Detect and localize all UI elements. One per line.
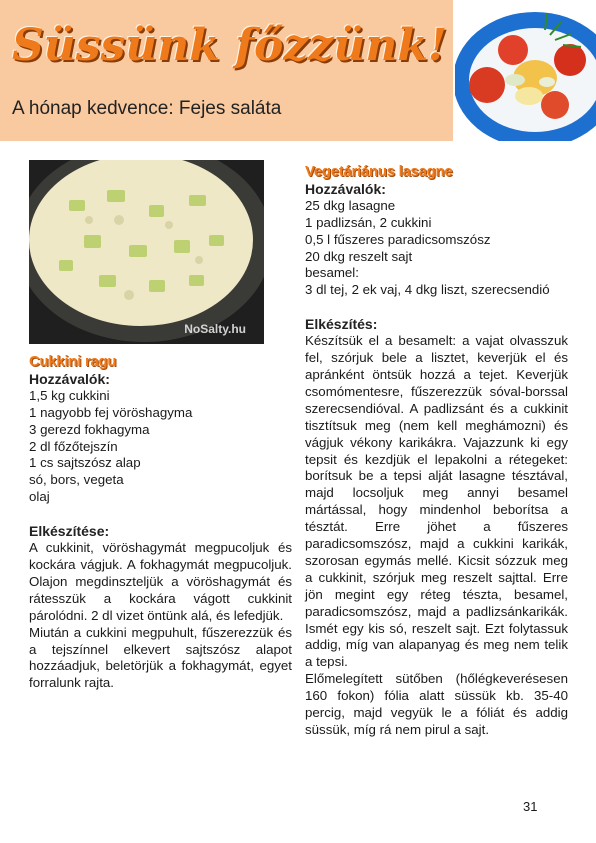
recipe-title-vegetarian-lasagne: Vegetáriánus lasagne [305, 163, 453, 180]
method-label: Elkészítés: [305, 316, 378, 333]
method-paragraph: Készítsük el a besamelt: a vajat olvasszuk fel, szórjuk bele a lisztet, keverjük el és apránként öntsük hozzá a tejet. Keverjük csomómentesre, fűszerezzük sóval-borssal szerecsendióval. A padlizsánt és a cukkinit tisztítsuk meg (nem kell meghámozni) és vágjuk vékony karikákra. Vajazzunk ki egy tepsit és kezdjük el lepakolni a rétegeket: borítsuk be a tepsi alját lasagne tésztával, majd locsoljuk meg annyi besamel mártással, hogy mindenhol beborítsa a tésztát. Erre jöhet a fűszeres paradicsomszósz, majd a cukkini karikák, szorosan egymás mellé. Kicsit sózzuk meg a cukkinit, szórjuk meg reszelt sajttal. Erre jön megint egy réteg tészta, besamel, paradicsomszósz, majd a padlizsánkarikák. Ismét egy kis só, reszelt sajt. Ezt folytassuk addig, míg van alapanyag és meg nem telik a tepsi. [305, 333, 568, 670]
method-label: Elkészítése: [29, 523, 110, 540]
page-number: 31 [523, 799, 538, 814]
ingredient-item: só, bors, vegeta [29, 472, 124, 488]
magazine-title: Süssünk főzzünk! [12, 20, 448, 71]
ingredient-item: besamel: [305, 265, 359, 281]
left-column [29, 354, 292, 692]
month-favorite-subtitle: A hónap kedvence: Fejes saláta [12, 98, 282, 119]
ingredient-item: 1 nagyobb fej vöröshagyma [29, 404, 193, 420]
method-paragraph: Miután a cukkini megpuhult, fűszerezzük és a tejszínnel elkevert sajtszósz alapot hozzáadjuk, beletörjük a fokhagymát, egyet forralunk rajta. [29, 624, 292, 691]
nosalty-watermark: NoSalty.hu [184, 322, 246, 336]
right-column [305, 164, 568, 739]
ingredients-label: Hozzávalók: [29, 370, 110, 387]
ingredient-item: olaj [29, 489, 50, 505]
method-paragraph: A cukkinit, vöröshagymát megpucoljuk és kockára vágjuk. A fokhagymát megpucoljuk. Olajon megdinszteljük a vöröshagymát és rátesszük a kockára vágott cukkinit párolódni. 2 dl vizet öntünk alá, és lefedjük. [29, 540, 292, 623]
ingredients-label: Hozzávalók: [305, 180, 386, 197]
ingredient-item: 20 dkg reszelt sajt [305, 248, 413, 264]
recipe-title-cukkini-ragu: Cukkini ragu [29, 353, 117, 370]
cukkini-ragu-photo [29, 160, 264, 344]
ingredient-item: 25 dkg lasagne [305, 197, 396, 213]
ingredient-item: 3 gerezd fokhagyma [29, 421, 150, 437]
ingredient-item: 1 padlizsán, 2 cukkini [305, 214, 432, 230]
ingredient-item: 0,5 l fűszeres paradicsomszósz [305, 231, 491, 247]
ingredient-item: 2 dl főzőtejszín [29, 438, 118, 454]
salad-plate-image [455, 0, 596, 141]
method-paragraph: Előmelegített sütőben (hőlégkeverésesen 160 fokon) fólia alatt süssük kb. 35-40 percig, majd vegyük le a fóliát és addig süssük, míg rá nem pirul a sajt. [305, 671, 568, 737]
ingredient-item: 3 dl tej, 2 ek vaj, 4 dkg liszt, szerecsendió [305, 282, 550, 298]
ingredient-item: 1,5 kg cukkini [29, 387, 110, 403]
page-header [0, 0, 453, 141]
ingredient-item: 1 cs sajtszósz alap [29, 455, 141, 471]
